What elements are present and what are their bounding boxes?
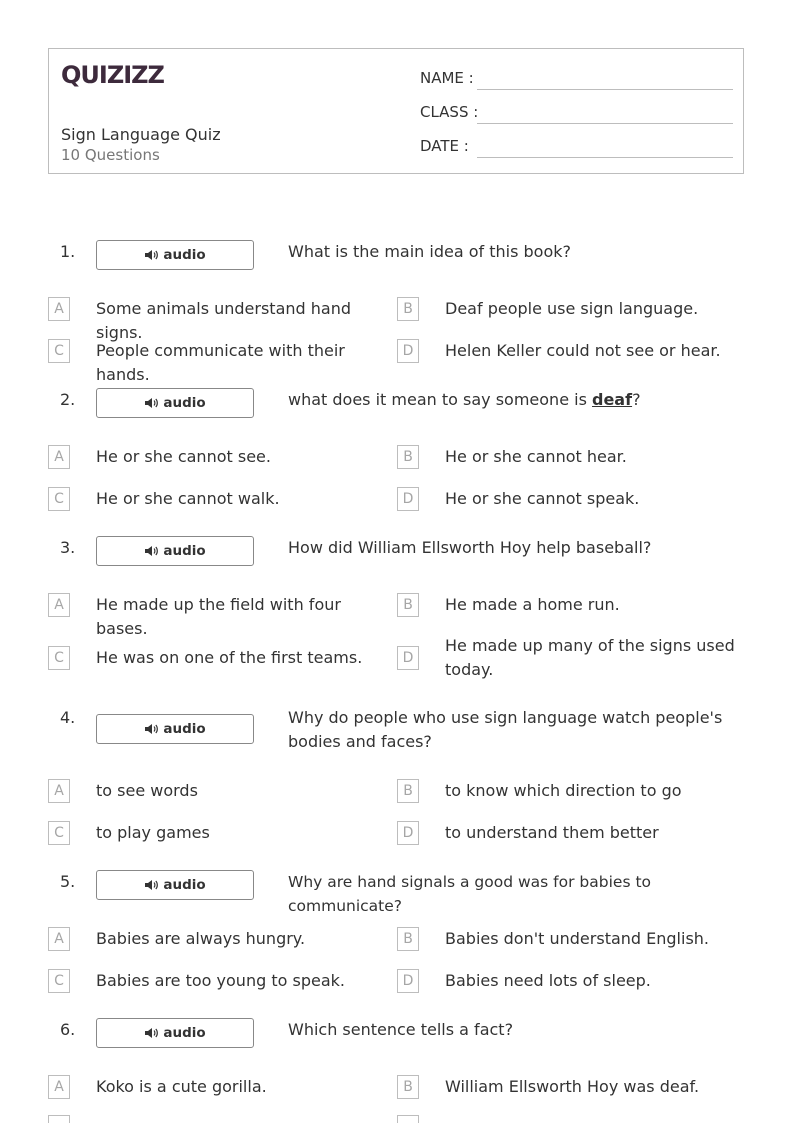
question-text: How did William Ellsworth Hoy help baseball? [288, 538, 652, 557]
quizizz-logo [61, 57, 164, 91]
audio-label: audio [163, 247, 206, 263]
option-c[interactable]: He was on one of the first teams. [96, 648, 363, 667]
class-line[interactable] [477, 123, 733, 124]
option-letter-a[interactable]: A [48, 1075, 70, 1099]
speaker-icon [144, 249, 158, 261]
option-b[interactable]: Deaf people use sign language. [445, 299, 699, 318]
question-text-end: ? [632, 390, 641, 409]
option-letter-d[interactable]: D [397, 821, 419, 845]
audio-button[interactable] [96, 1018, 254, 1048]
speaker-icon [144, 723, 158, 735]
option-letter-d[interactable]: D [397, 339, 419, 363]
option-c[interactable]: He or she cannot walk. [96, 489, 280, 508]
audio-button[interactable] [96, 714, 254, 744]
option-letter-d-partial[interactable] [397, 1115, 419, 1123]
worksheet-header [48, 48, 744, 174]
question-text [288, 388, 744, 412]
option-letter-a[interactable]: A [48, 927, 70, 951]
speaker-icon [144, 879, 158, 891]
option-letter-c[interactable]: C [48, 821, 70, 845]
option-b[interactable]: William Ellsworth Hoy was deaf. [445, 1077, 700, 1096]
option-letter-c[interactable]: C [48, 969, 70, 993]
option-letter-b[interactable]: B [397, 779, 419, 803]
date-line[interactable] [477, 157, 733, 158]
option-letter-b[interactable]: B [397, 297, 419, 321]
audio-label: audio [163, 395, 206, 411]
option-a[interactable]: Koko is a cute gorilla. [96, 1077, 267, 1096]
question-text: Which sentence tells a fact? [288, 1020, 514, 1039]
option-letter-d[interactable]: D [397, 969, 419, 993]
option-letter-b[interactable]: B [397, 1075, 419, 1099]
option-b[interactable]: Babies don't understand English. [445, 929, 710, 948]
question-text: Why do people who use sign language watch people's bodies and faces? [288, 708, 723, 751]
date-label: DATE : [420, 137, 469, 155]
question-number: 1. [60, 242, 76, 261]
emphasized-word: deaf [592, 390, 633, 409]
option-b[interactable]: to know which direction to go [445, 781, 682, 800]
option-b[interactable]: He made a home run. [445, 595, 620, 614]
option-letter-d[interactable]: D [397, 646, 419, 670]
option-letter-c-partial[interactable] [48, 1115, 70, 1123]
option-letter-a[interactable]: A [48, 593, 70, 617]
option-letter-a[interactable]: A [48, 297, 70, 321]
audio-label: audio [163, 721, 206, 737]
option-letter-c[interactable]: C [48, 339, 70, 363]
option-letter-c[interactable]: C [48, 487, 70, 511]
audio-button[interactable] [96, 870, 254, 900]
option-d[interactable]: He made up many of the signs used today. [445, 636, 735, 679]
option-a[interactable]: Babies are always hungry. [96, 929, 306, 948]
audio-label: audio [163, 1025, 206, 1041]
speaker-icon [144, 545, 158, 557]
option-d[interactable]: Babies need lots of sleep. [445, 971, 651, 990]
audio-label: audio [163, 543, 206, 559]
logo-text: QUIZIZZ [61, 61, 164, 89]
option-letter-b[interactable]: B [397, 927, 419, 951]
question-number: 2. [60, 390, 76, 409]
option-a[interactable]: to see words [96, 781, 198, 800]
option-letter-a[interactable]: A [48, 445, 70, 469]
question-number: 4. [60, 708, 76, 727]
speaker-icon [144, 397, 158, 409]
option-b[interactable]: He or she cannot hear. [445, 447, 627, 466]
name-label: NAME : [420, 69, 474, 87]
audio-button[interactable] [96, 536, 254, 566]
speaker-icon [144, 1027, 158, 1039]
option-d[interactable]: to understand them better [445, 823, 659, 842]
option-letter-b[interactable]: B [397, 593, 419, 617]
audio-label: audio [163, 877, 206, 893]
question-text: Why are hand signals a good was for babies to communicate? [288, 873, 652, 915]
option-c[interactable]: to play games [96, 823, 210, 842]
name-line[interactable] [477, 89, 733, 90]
question-number: 5. [60, 872, 76, 891]
quiz-title: Sign Language Quiz [61, 125, 221, 144]
question-text-start: what does it mean to say someone is [288, 390, 592, 409]
option-letter-c[interactable]: C [48, 646, 70, 670]
class-label: CLASS : [420, 103, 479, 121]
option-a[interactable]: He or she cannot see. [96, 447, 271, 466]
question-count: 10 Questions [61, 146, 160, 164]
option-d[interactable]: He or she cannot speak. [445, 489, 640, 508]
question-text: What is the main idea of this book? [288, 242, 572, 261]
option-letter-d[interactable]: D [397, 487, 419, 511]
audio-button[interactable] [96, 240, 254, 270]
option-a[interactable]: He made up the field with four bases. [96, 595, 341, 638]
option-letter-b[interactable]: B [397, 445, 419, 469]
question-number: 6. [60, 1020, 76, 1039]
option-a[interactable]: Some animals understand hand signs. [96, 299, 352, 342]
option-c[interactable]: Babies are too young to speak. [96, 971, 345, 990]
audio-button[interactable] [96, 388, 254, 418]
question-number: 3. [60, 538, 76, 557]
option-letter-a[interactable]: A [48, 779, 70, 803]
option-d[interactable]: Helen Keller could not see or hear. [445, 341, 721, 360]
option-c[interactable]: People communicate with their hands. [96, 341, 345, 384]
